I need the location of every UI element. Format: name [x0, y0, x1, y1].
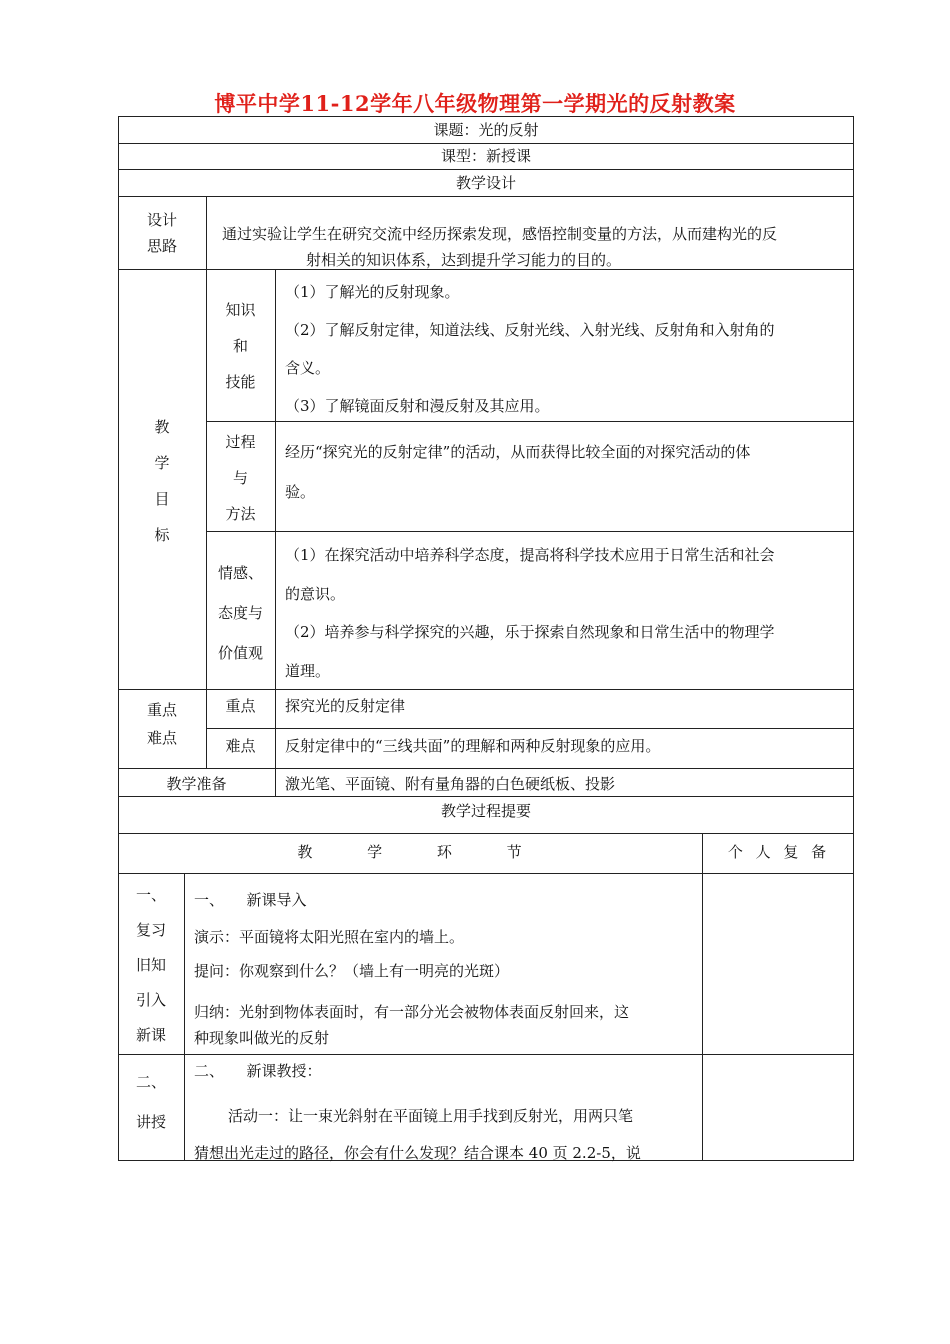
teaching-process-heading: 教学过程提要 [440, 802, 531, 820]
personal-prep-column-header: 个 人 复 备 [727, 843, 828, 861]
lesson-type-cell: 课型：新授课 [440, 147, 531, 165]
key-difficult-label: 重点 难点 [146, 701, 177, 747]
knowledge-skills-label: 知识 和 技能 [225, 301, 256, 391]
section-2-activity: 活动一：让一束光斜射在平面镜上用手找到反射光，用两只笔 猜想出光走过的路径，你会有什么发现？结合课本 40 页 2.2-5，说 [194, 1107, 641, 1162]
emotion-attitude-label: 情感、 态度与 价值观 [217, 564, 263, 662]
teaching-goals-label: 教 学 目 标 [154, 418, 170, 544]
topic-cell: 课题：光的反射 [433, 121, 539, 139]
section-1-summary: 归纳：光射到物体表面时，有一部分光会被物体表面反射回来，这 种现象叫做光的反射 [194, 1003, 630, 1047]
knowledge-skills-text: （1）了解光的反射现象。 （2）了解反射定律，知道法线、反射光线、入射光线、反射角和入射角的 含义。 （3）了解镜面反射和漫反射及其应用。 [285, 283, 775, 415]
section-1-question: 提问：你观察到什么？（墙上有一明亮的光斑） [194, 962, 510, 980]
teaching-prep-label: 教学准备 [166, 775, 227, 793]
section-2-label: 二、 讲授 [135, 1073, 166, 1131]
section-1-label: 一、 复习 旧知 引入 新课 [135, 886, 166, 1044]
teaching-prep-text: 激光笔、平面镜、附有量角器的白色硬纸板、投影 [285, 775, 616, 793]
section-1-heading: 一、 新课导入 [194, 891, 307, 909]
difficult-point-label: 难点 [225, 737, 256, 755]
key-point-label: 重点 [225, 697, 256, 715]
page-title: 博平中学11-12学年八年级物理第一学期光的反射教案 [214, 91, 736, 116]
teaching-steps-column-header: 教 学 环 节 [297, 843, 523, 861]
difficult-point-text: 反射定律中的“三线共面”的理解和两种反射现象的应用。 [285, 737, 661, 755]
teaching-design-heading: 教学设计 [455, 174, 516, 192]
emotion-attitude-text: （1）在探究活动中培养科学态度，提高将科学技术应用于日常生活和社会 的意识。 （2）培养参与科学探究的兴趣，乐于探索自然现象和日常生活中的物理学 道理。 [285, 546, 775, 680]
design-idea-label: 设计 思路 [146, 211, 177, 255]
design-idea-text: 通过实验让学生在研究交流中经历探索发现，感悟控制变量的方法，从而建构光的反 射相关的知识体系，达到提升学习能力的目的。 [222, 225, 778, 269]
process-method-label: 过程 与 方法 [225, 433, 256, 523]
process-method-text: 经历“探究光的反射定律”的活动，从而获得比较全面的对探究活动的体 验。 [285, 443, 751, 501]
section-1-demo: 演示：平面镜将太阳光照在室内的墙上。 [194, 928, 465, 946]
key-point-text: 探究光的反射定律 [285, 697, 406, 715]
section-2-heading: 二、 新课教授： [194, 1062, 322, 1080]
